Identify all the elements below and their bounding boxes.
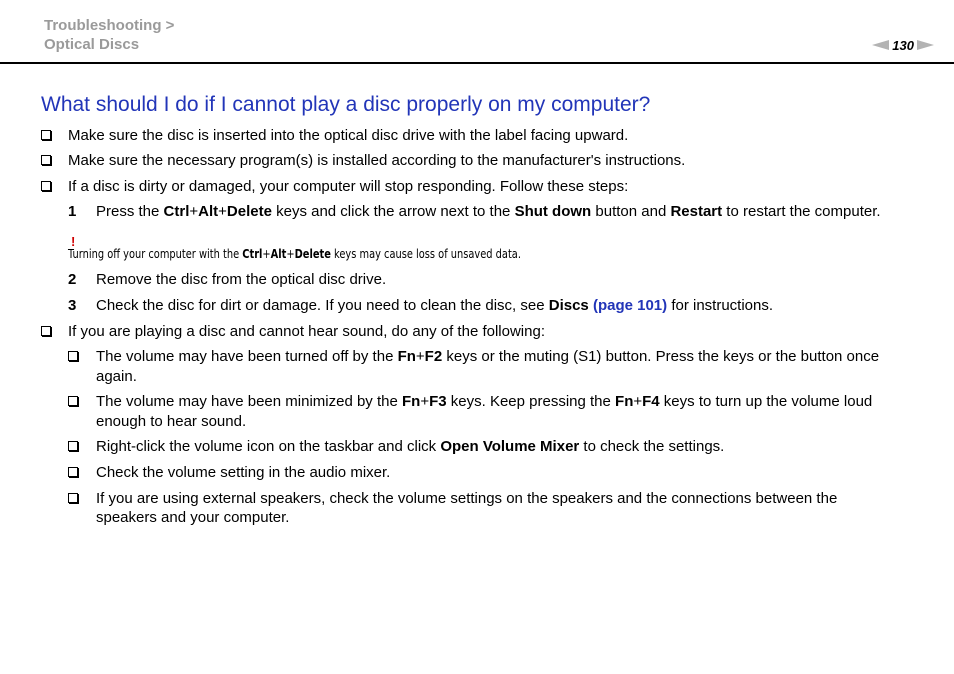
page-101-link[interactable]: (page 101) bbox=[592, 297, 668, 314]
page-title: What should I do if I cannot play a disc properly on my computer? bbox=[41, 93, 651, 116]
step-item: Press the Ctrl+Alt+Delete keys and click the arrow next to the Shut down button and Restart to restart the computer. bbox=[96, 203, 881, 220]
previous-page-arrow-icon[interactable] bbox=[872, 40, 889, 50]
header-divider bbox=[0, 62, 954, 64]
checkbox-bullet-icon bbox=[68, 467, 78, 477]
checkbox-bullet-icon bbox=[41, 181, 51, 191]
checkbox-bullet-icon bbox=[68, 396, 78, 406]
breadcrumb bbox=[44, 16, 174, 54]
page-navigator bbox=[872, 37, 934, 53]
breadcrumb-current[interactable]: Optical Discs bbox=[44, 36, 140, 53]
warning-icon: ! bbox=[71, 234, 76, 249]
sub-bullet-item-continued: speakers and your computer. bbox=[96, 509, 290, 526]
sub-bullet-item: Check the volume setting in the audio mixer. bbox=[96, 464, 391, 481]
checkbox-bullet-icon bbox=[41, 326, 51, 336]
bullet-item: Make sure the necessary program(s) is installed according to the manufacturer's instructions. bbox=[68, 152, 686, 169]
sub-bullet-item: If you are using external speakers, check the volume settings on the speakers and the connections between the bbox=[96, 490, 838, 507]
step-item: Remove the disc from the optical disc drive. bbox=[96, 271, 387, 288]
bullet-item: Make sure the disc is inserted into the optical disc drive with the label facing upward. bbox=[68, 127, 629, 144]
checkbox-bullet-icon bbox=[68, 351, 78, 361]
checkbox-bullet-icon bbox=[68, 493, 78, 503]
step-number: 1 bbox=[68, 203, 77, 220]
checkbox-bullet-icon bbox=[68, 441, 78, 451]
sub-bullet-item: Right-click the volume icon on the taskbar and click Open Volume Mixer to check the settings. bbox=[96, 438, 725, 455]
breadcrumb-parent[interactable]: Troubleshooting > bbox=[44, 17, 175, 34]
sub-bullet-item: The volume may have been minimized by the Fn+F3 keys. Keep pressing the Fn+F4 keys to turn up the volume loud bbox=[96, 393, 873, 410]
sub-bullet-item-continued: enough to hear sound. bbox=[96, 413, 247, 430]
next-page-arrow-icon[interactable] bbox=[917, 40, 934, 50]
step-number: 3 bbox=[68, 297, 77, 314]
bullet-item: If you are playing a disc and cannot hear sound, do any of the following: bbox=[68, 323, 545, 340]
bullet-item: If a disc is dirty or damaged, your computer will stop responding. Follow these steps: bbox=[68, 178, 629, 195]
sub-bullet-item-continued: again. bbox=[96, 368, 137, 385]
page-number: 130 bbox=[892, 37, 914, 53]
checkbox-bullet-icon bbox=[41, 130, 51, 140]
step-number: 2 bbox=[68, 271, 77, 288]
checkbox-bullet-icon bbox=[41, 155, 51, 165]
step-item: Check the disc for dirt or damage. If you need to clean the disc, see Discs (page 101) for instructions. bbox=[96, 297, 774, 314]
warning-note: Turning off your computer with the Ctrl+Alt+Delete keys may cause loss of unsaved data. bbox=[68, 247, 521, 261]
sub-bullet-item: The volume may have been turned off by the Fn+F2 keys or the muting (S1) button. Press the keys or the button once bbox=[96, 348, 880, 365]
